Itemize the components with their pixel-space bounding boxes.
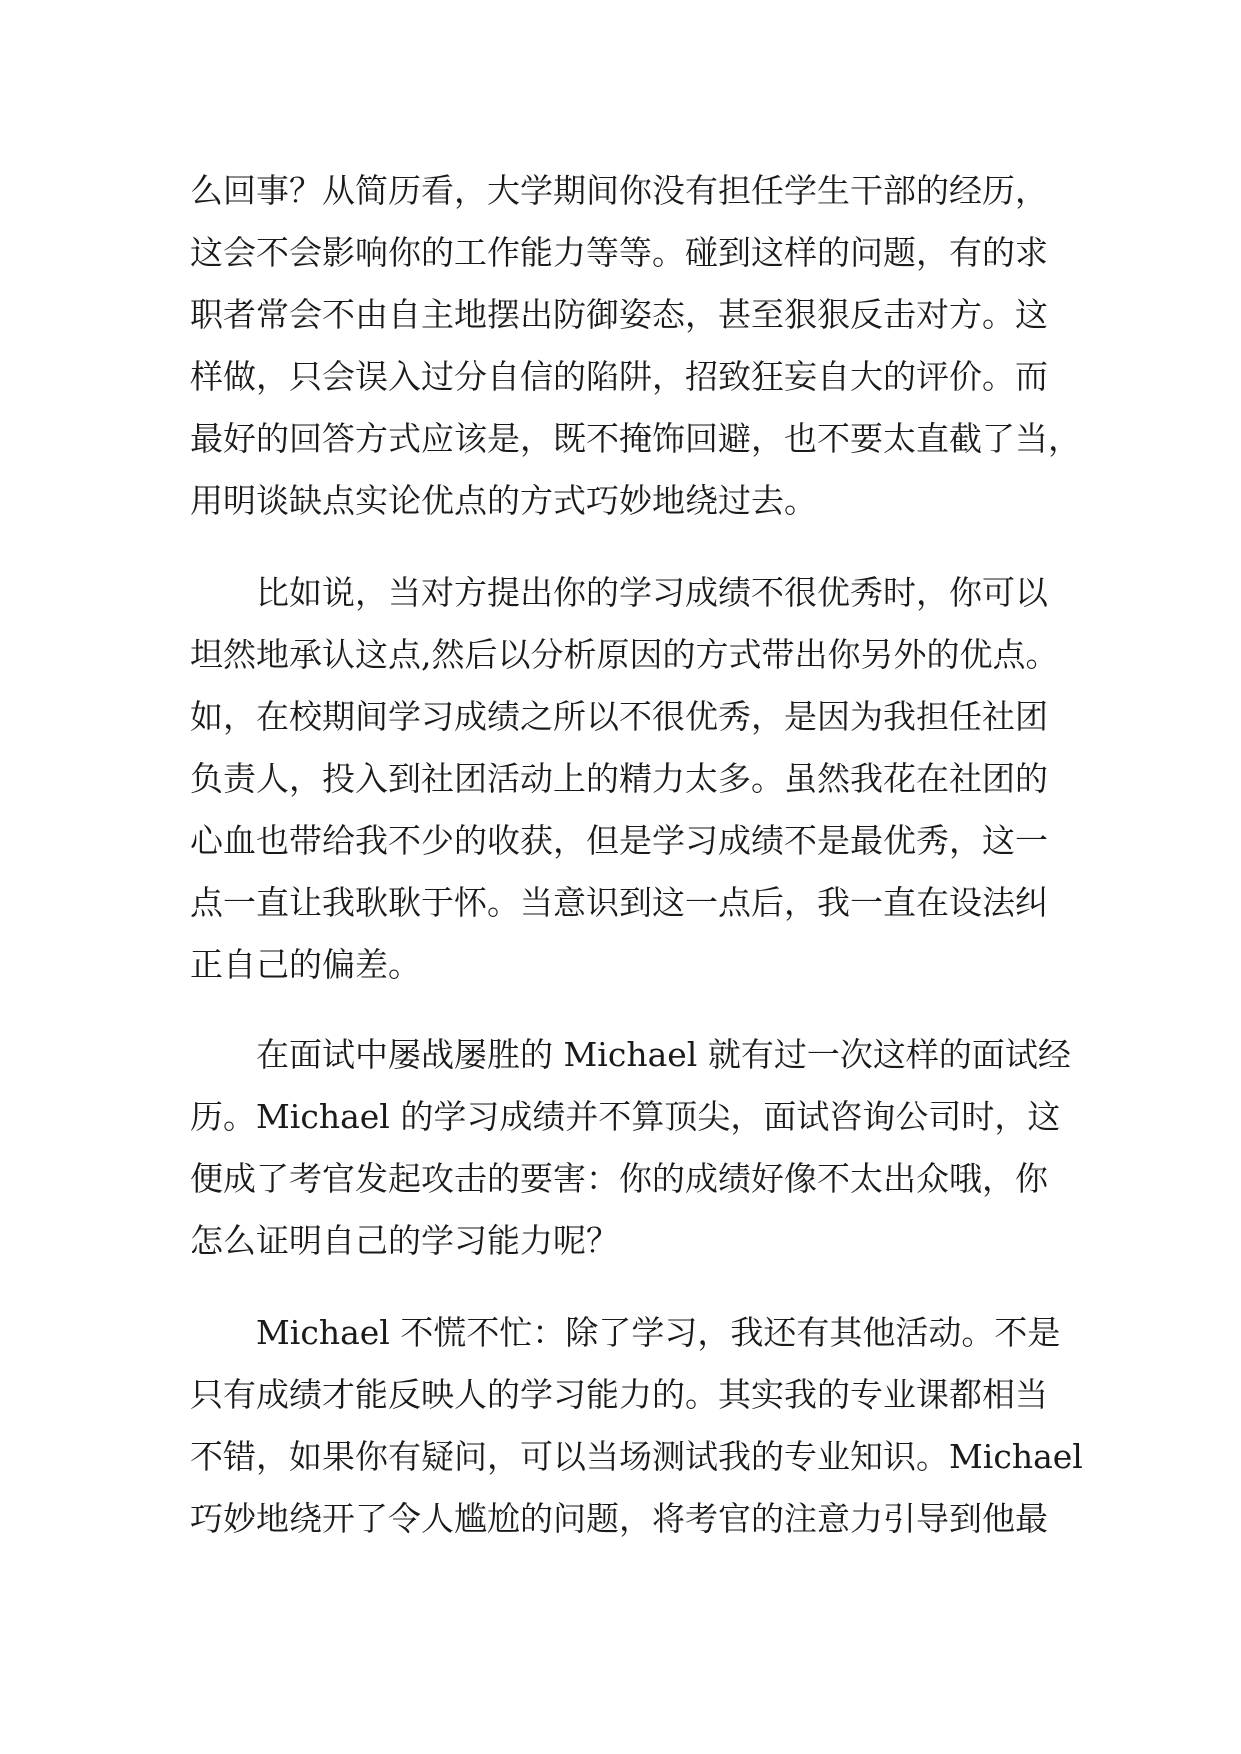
paragraph-line: 么回事？从简历看，大学期间你没有担任学生干部的经历， [190, 171, 1048, 210]
paragraph-line: 便成了考官发起攻击的要害：你的成绩好像不太出众哦，你 [190, 1159, 1048, 1198]
paragraph-line: Michael 不慌不忙：除了学习，我还有其他活动。不是 [256, 1313, 1061, 1352]
paragraph-line: 坦然地承认这点,然后以分析原因的方式带出你另外的优点。 [190, 635, 1059, 674]
paragraph-3 [190, 1024, 1070, 1272]
paragraph-line: 巧妙地绕开了令人尴尬的问题，将考官的注意力引导到他最 [190, 1499, 1048, 1538]
paragraph-line: 这会不会影响你的工作能力等等。碰到这样的问题，有的求 [190, 233, 1048, 272]
paragraph-line: 心血也带给我不少的收获，但是学习成绩不是最优秀，这一 [190, 821, 1048, 860]
paragraph-line: 在面试中屡战屡胜的 Michael 就有过一次这样的面试经 [256, 1035, 1071, 1074]
paragraph-line: 用明谈缺点实论优点的方式巧妙地绕过去。 [190, 481, 817, 520]
paragraph-line: 负责人，投入到社团活动上的精力太多。虽然我花在社团的 [190, 759, 1048, 798]
paragraph-line: 比如说，当对方提出你的学习成绩不很优秀时，你可以 [256, 573, 1048, 612]
paragraph-line: 历。Michael 的学习成绩并不算顶尖，面试咨询公司时，这 [190, 1097, 1061, 1136]
paragraph-line: 点一直让我耿耿于怀。当意识到这一点后，我一直在设法纠 [190, 883, 1048, 922]
paragraph-line: 只有成绩才能反映人的学习能力的。其实我的专业课都相当 [190, 1375, 1048, 1414]
paragraph-line: 如，在校期间学习成绩之所以不很优秀，是因为我担任社团 [190, 697, 1048, 736]
paragraph-line: 职者常会不由自主地摆出防御姿态，甚至狠狠反击对方。这 [190, 295, 1048, 334]
paragraph-line: 正自己的偏差。 [190, 945, 421, 984]
paragraph-line: 不错，如果你有疑问，可以当场测试我的专业知识。Michael [190, 1437, 1083, 1476]
paragraph-line: 怎么证明自己的学习能力呢？ [190, 1221, 619, 1260]
paragraph-line: 样做，只会误入过分自信的陷阱，招致狂妄自大的评价。而 [190, 357, 1048, 396]
paragraph-line: 最好的回答方式应该是，既不掩饰回避，也不要太直截了当， [190, 419, 1081, 458]
paragraph-4 [190, 1302, 1083, 1550]
paragraph-1 [190, 160, 1081, 532]
paragraph-2 [190, 562, 1070, 996]
